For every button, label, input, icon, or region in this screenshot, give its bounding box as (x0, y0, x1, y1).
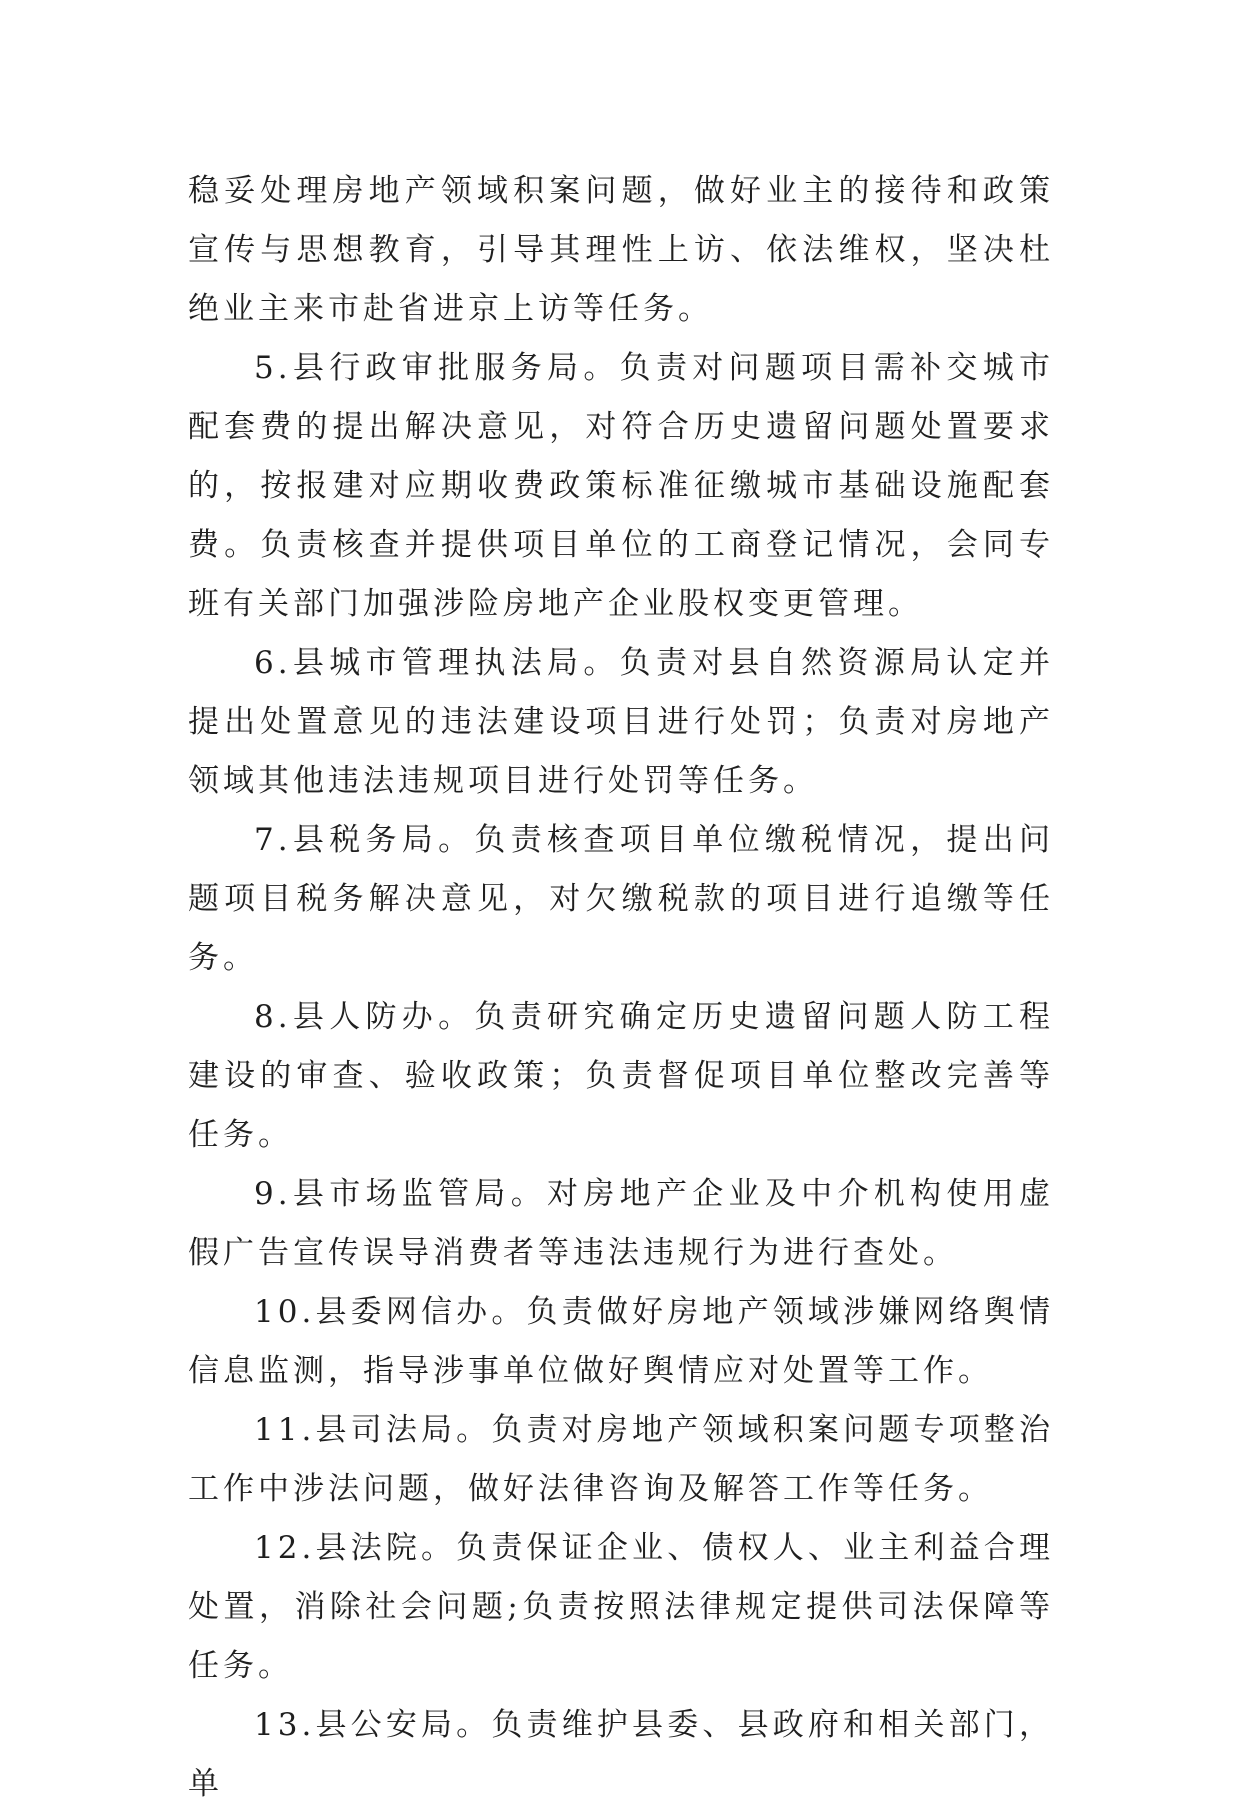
paragraph-item-12: 12.县法院。负责保证企业、债权人、业主利益合理处置，消除社会问题;负责按照法律规定提供司法保障等任务。 (188, 1530, 1054, 1684)
body-text (188, 162, 1054, 1814)
paragraph-item-9: 9.县市场监管局。对房地产企业及中介机构使用虚假广告宣传误导消费者等违法违规行为进行查处。 (188, 1176, 1054, 1271)
paragraph-item-5: 5.县行政审批服务局。负责对问题项目需补交城市配套费的提出解决意见，对符合历史遗留问题处置要求的，按报建对应期收费政策标准征缴城市基础设施配套费。负责核查并提供项目单位的工商登记情况，会同专班有关部门加强涉险房地产企业股权变更管理。 (188, 350, 1054, 622)
paragraph-continuation: 稳妥处理房地产领域积案问题，做好业主的接待和政策宣传与思想教育，引导其理性上访、依法维权，坚决杜绝业主来市赴省进京上访等任务。 (188, 173, 1054, 327)
paragraph-item-7: 7.县税务局。负责核查项目单位缴税情况，提出问题项目税务解决意见，对欠缴税款的项目进行追缴等任务。 (188, 822, 1054, 976)
paragraph-item-11: 11.县司法局。负责对房地产领域积案问题专项整治工作中涉法问题，做好法律咨询及解答工作等任务。 (188, 1412, 1054, 1507)
paragraph-item-10: 10.县委网信办。负责做好房地产领域涉嫌网络舆情信息监测，指导涉事单位做好舆情应对处置等工作。 (188, 1294, 1054, 1389)
paragraph-item-13: 13.县公安局。负责维护县委、县政府和相关部门，单 (188, 1707, 1054, 1802)
paragraph-item-6: 6.县城市管理执法局。负责对县自然资源局认定并提出处置意见的违法建设项目进行处罚；负责对房地产领域其他违法违规项目进行处罚等任务。 (188, 645, 1054, 799)
paragraph-item-8: 8.县人防办。负责研究确定历史遗留问题人防工程建设的审查、验收政策；负责督促项目单位整改完善等任务。 (188, 999, 1054, 1153)
